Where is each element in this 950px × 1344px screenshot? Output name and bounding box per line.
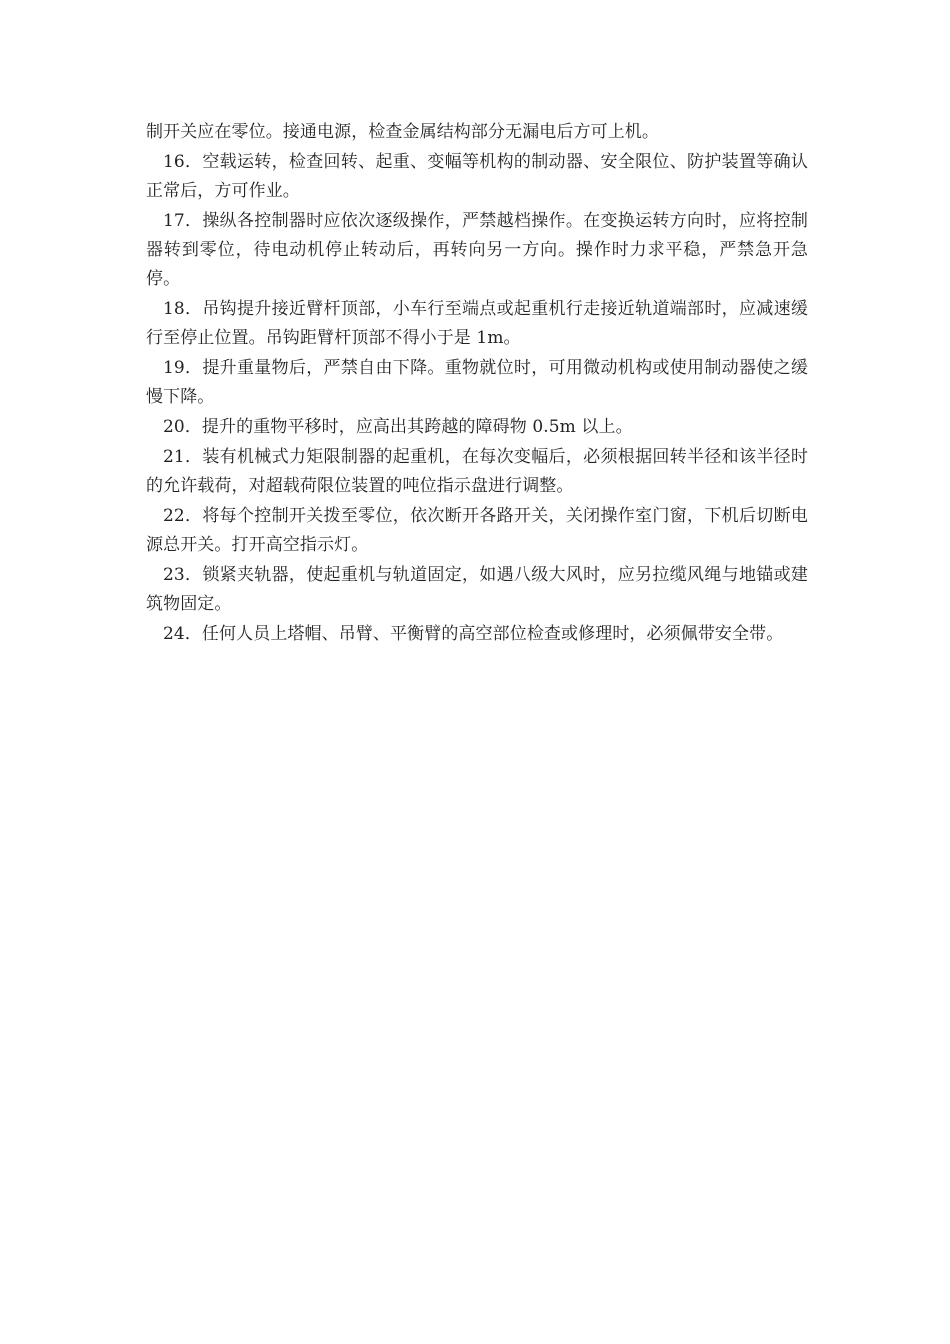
paragraph-item-23: 23．锁紧夹轨器，使起重机与轨道固定，如遇八级大风时，应另拉缆风绳与地锚或建筑物固定。 [146, 565, 808, 614]
paragraph-continued: 制开关应在零位。接通电源，检查金属结构部分无漏电后方可上机。 [146, 122, 659, 142]
document-body [146, 118, 808, 650]
paragraph-item-22: 22．将每个控制开关拨至零位，依次断开各路开关，关闭操作室门窗，下机后切断电源总开关。打开高空指示灯。 [146, 506, 808, 555]
paragraph-item-21: 21．装有机械式力矩限制器的起重机，在每次变幅后，必须根据回转半径和该半径时的允许载荷，对超载荷限位装置的吨位指示盘进行调整。 [146, 447, 808, 496]
paragraph-item-16: 16．空载运转，检查回转、起重、变幅等机构的制动器、安全限位、防护装置等确认正常后，方可作业。 [146, 152, 808, 201]
paragraph-item-17: 17．操纵各控制器时应依次逐级操作，严禁越档操作。在变换运转方向时，应将控制器转到零位，待电动机停止转动后，再转向另一方向。操作时力求平稳，严禁急开急停。 [146, 211, 808, 289]
paragraph-item-24: 24．任何人员上塔帽、吊臂、平衡臂的高空部位检查或修理时，必须佩带安全带。 [163, 624, 784, 644]
paragraph-item-20: 20．提升的重物平移时，应高出其跨越的障碍物 0.5m 以上。 [163, 417, 633, 437]
paragraph-item-19: 19．提升重量物后，严禁自由下降。重物就位时，可用微动机构或使用制动器使之缓慢下降。 [146, 358, 808, 407]
paragraph-item-18: 18．吊钩提升接近臂杆顶部，小车行至端点或起重机行走接近轨道端部时，应减速缓行至停止位置。吊钩距臂杆顶部不得小于是 1m。 [146, 299, 808, 348]
